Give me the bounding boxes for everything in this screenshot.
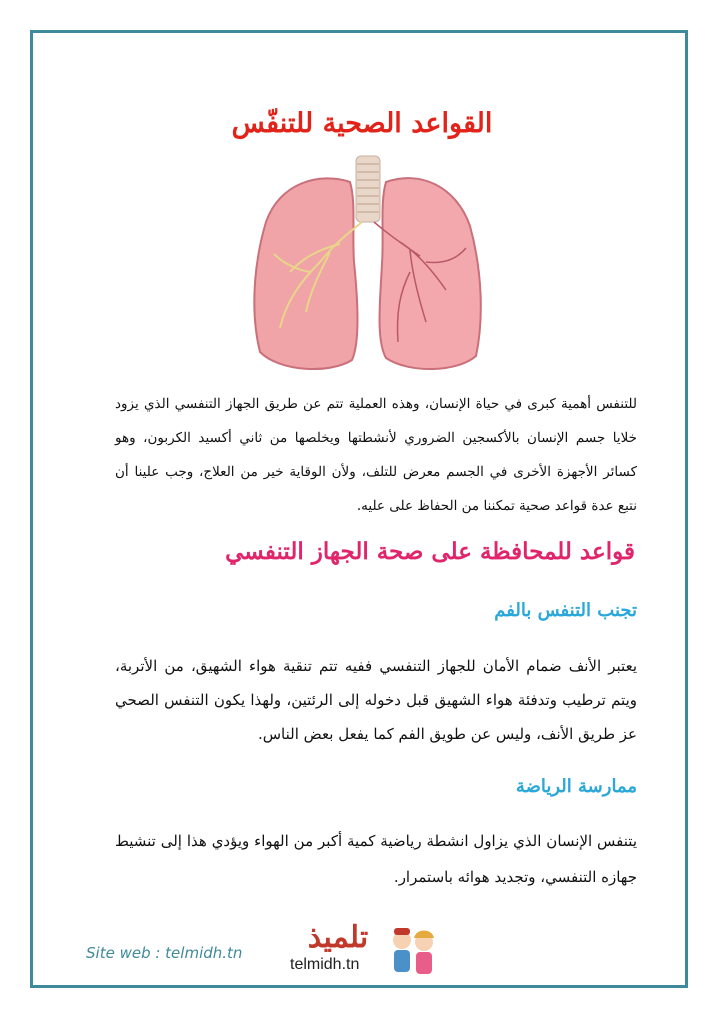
logo-arabic-text: تلميذ (307, 920, 369, 955)
page-title: القواعد الصحية للتنفّس (231, 108, 493, 139)
telmidh-logo (288, 920, 438, 982)
rule1-paragraph: يعتبر الأنف ضمام الأمان للجهاز التنفسي ففيه تتم تنقية هواء الشهيق، من الأتربة، ويتم ترطيب وتدفئة هواء الشهيق قبل دخوله إلى الرئتين، ولهذا يكون التنفس الصحي عز طريق الأنف، وليس عن طويق الفم كما يفعل بعض الناس. (115, 657, 637, 743)
kids-icon (388, 922, 438, 980)
rule2-paragraph: يتنفس الإنسان الذي يزاول انشطة رياضية كمية أكبر من الهواء ويؤدي هذا إلى تنشيط جهازه التنفسي، وتجديد هوائه باستمرار. (115, 832, 637, 886)
rule2-heading: ممارسة الرياضة (515, 776, 637, 797)
intro-paragraph: للتنفس أهمية كبرى في حياة الإنسان، وهذه العملية تتم عن طريق الجهاز التنفسي الذي يزود خلايا جسم الإنسان بالأكسجين الضروري لأنشطتها ويخلصها من ثاني أكسيد الكربون، وهو كسائر الأجهزة الأخرى في الجسم معرض للتلف، ولأن الوقاية خير من العلاج، وجب علينا أن نتبع عدة قواعد صحية تمكننا من الحفاظ على عليه. (115, 396, 637, 514)
rule1-heading: تجنب التنفس بالفم (494, 600, 637, 621)
site-link[interactable]: Site web : telmidh.tn (86, 944, 243, 962)
section-title: قواعد للمحافظة على صحة الجهاز التنفسي (225, 538, 635, 565)
logo-latin-text: telmidh.tn (290, 956, 360, 973)
lungs-image (250, 152, 486, 374)
